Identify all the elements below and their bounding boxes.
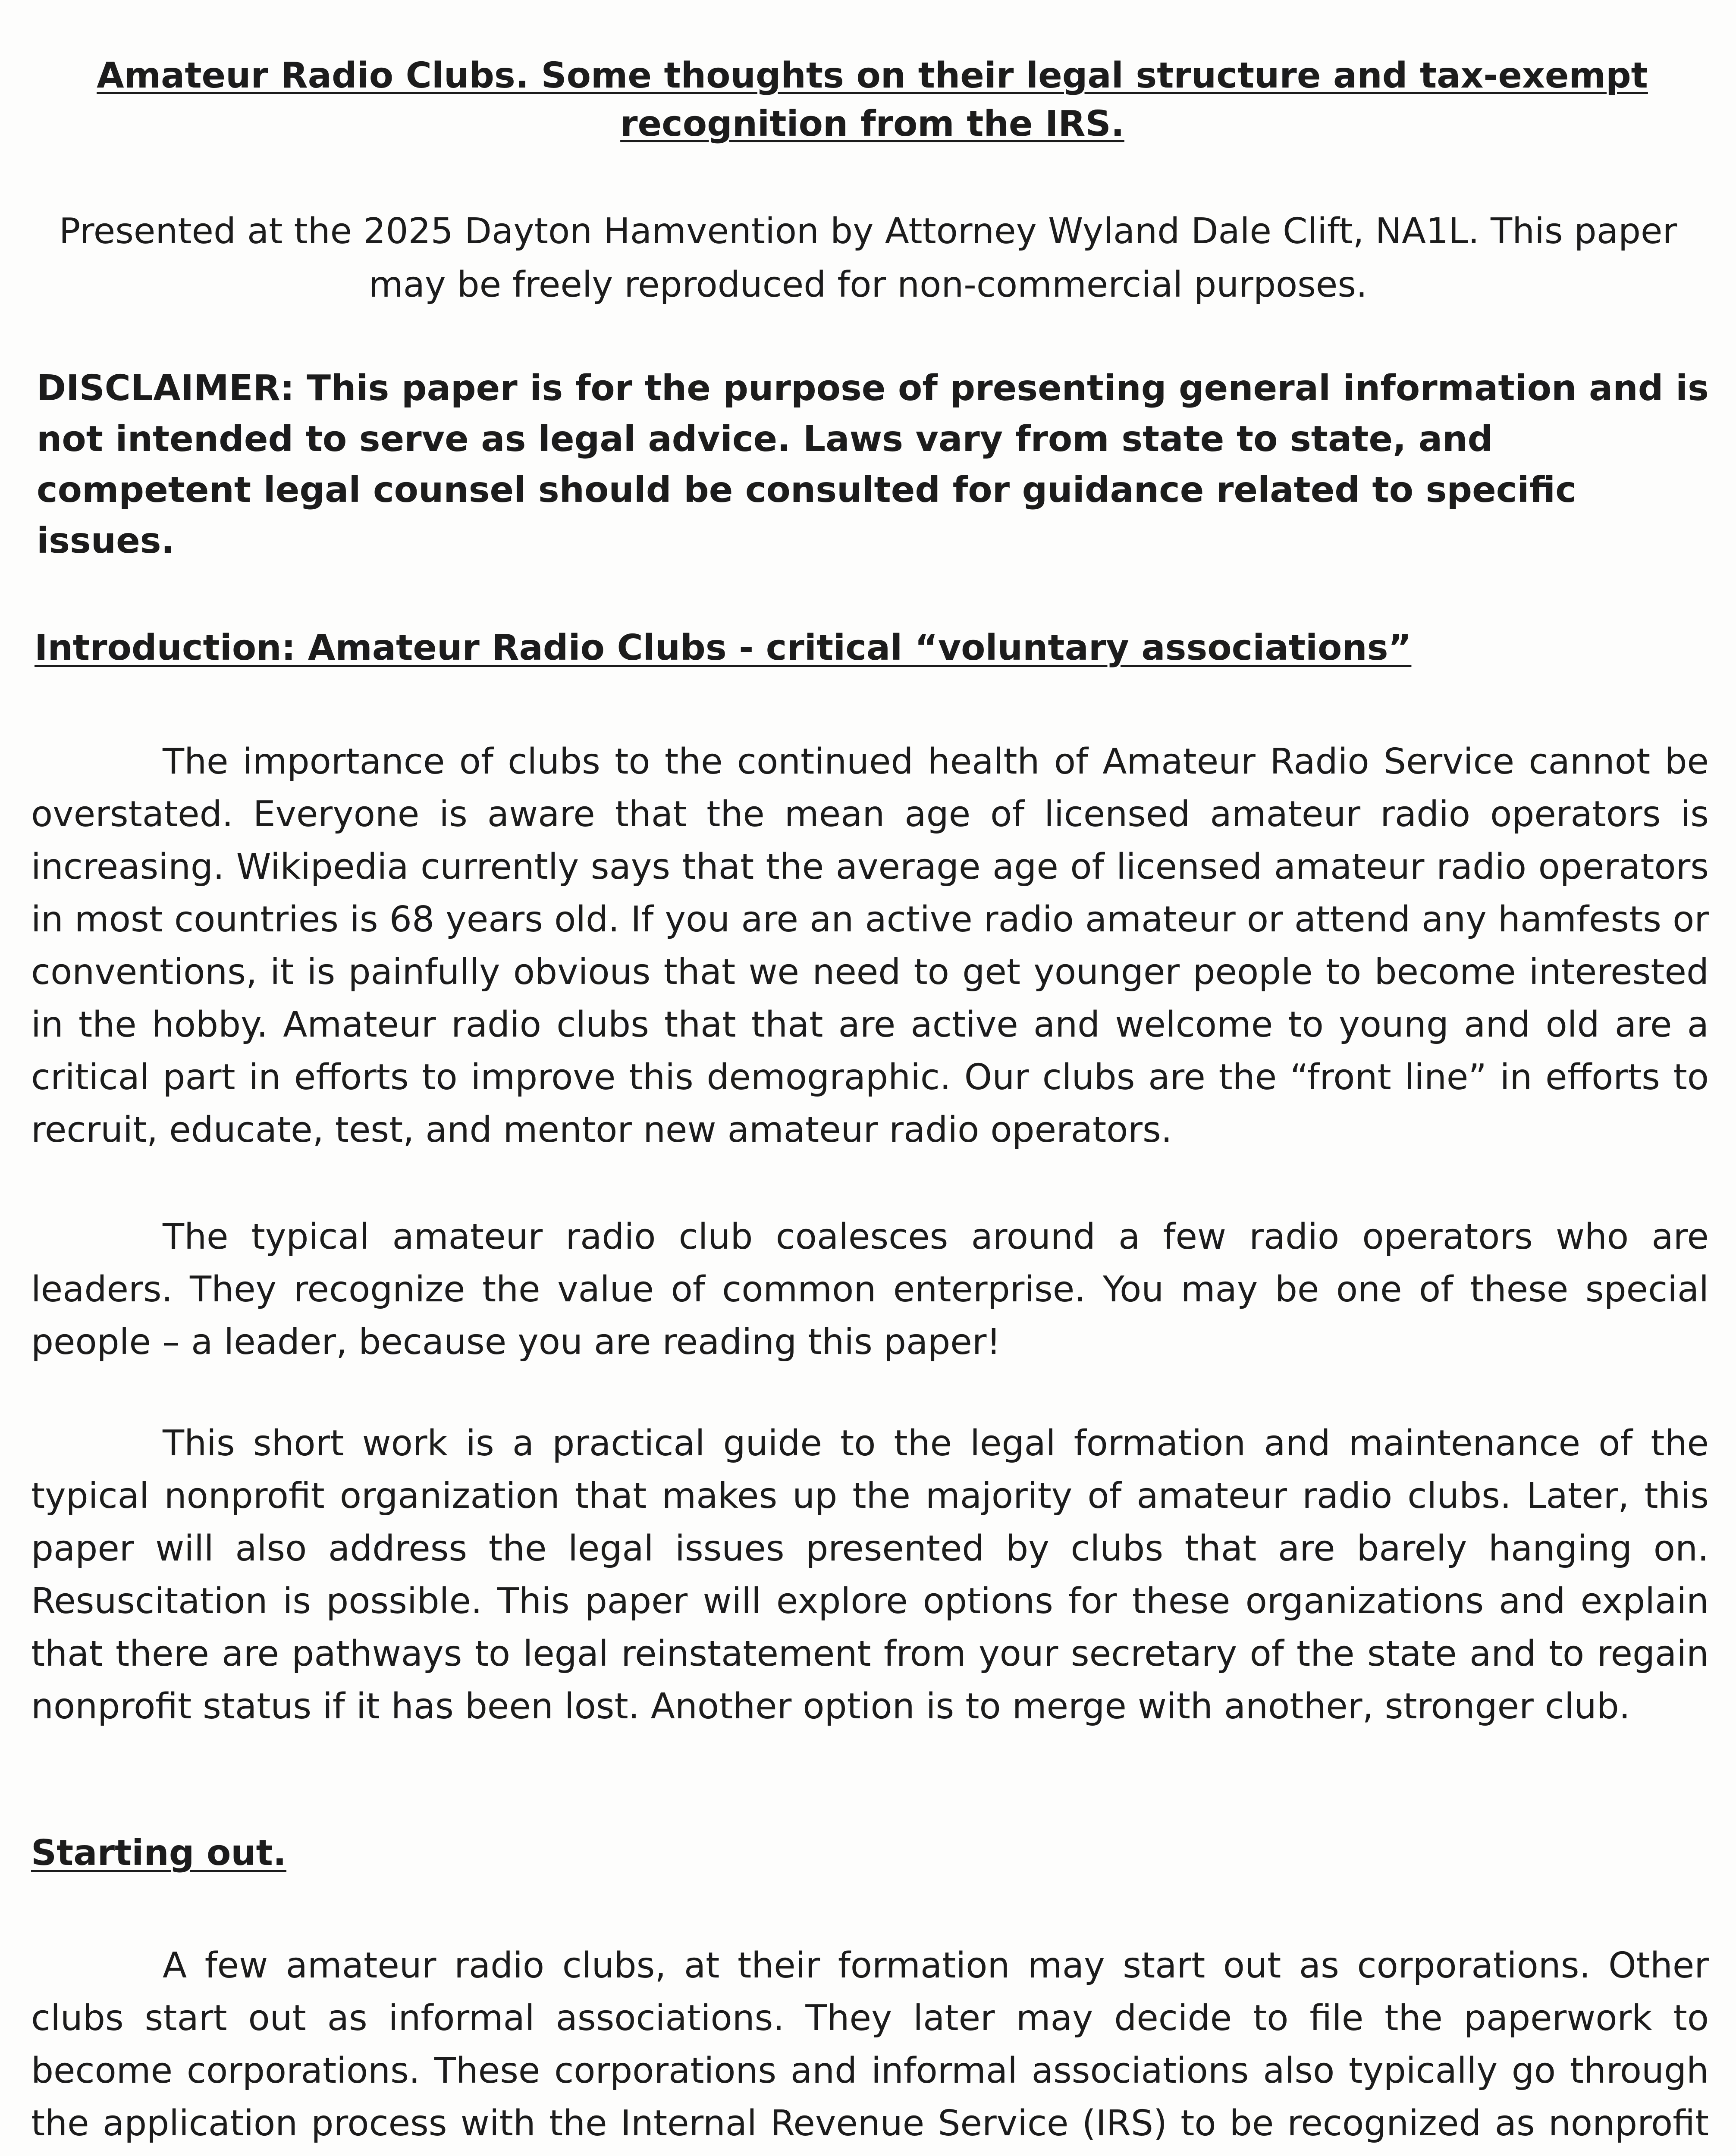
document-title: Amateur Radio Clubs. Some thoughts on their legal structure and tax-exempt recognition from the IRS. xyxy=(97,55,1648,144)
section-heading-introduction: Introduction: Amateur Radio Clubs - critical “voluntary associations” xyxy=(35,627,1412,668)
section-heading-starting-out: Starting out. xyxy=(31,1833,287,1874)
disclaimer: DISCLAIMER: This paper is for the purpose of presenting general information and is not intended to serve as legal advice. Laws vary from state to state, and competent legal counsel should be consulted for guidance related to specific issues. xyxy=(37,368,1709,561)
paragraph-intro-2: The typical amateur radio club coalesces around a few radio operators who are leaders. They recognize the value of common enterprise. You may be one of these special people – a leader, because you are reading this paper! xyxy=(31,1216,1709,1363)
presentation-note: Presented at the 2025 Dayton Hamvention by Attorney Wyland Dale Clift, NA1L. This paper may be freely reproduced for non-commercial purposes. xyxy=(59,211,1677,305)
paragraph-intro-3: This short work is a practical guide to the legal formation and maintenance of the typical nonprofit organization that makes up the majority of amateur radio clubs. Later, this paper will also address the legal issues presented by clubs that are barely hanging on. Resuscitation is possible. This paper will explore options for these organizations and explain that there are pathways to legal reinstatement from your secretary of the state and to regain nonprofit status if it has been lost. Another option is to merge with another, stronger club. xyxy=(31,1423,1709,1727)
paragraph-starting-out-1: A few amateur radio clubs, at their formation may start out as corporations. Other clubs start out as informal associations. They later may decide to file the paperwork to become corporations. These corporations and informal associations also typically go through the application process with the Internal Revenue Service (IRS) to be recognized as nonprofit xyxy=(31,1945,1709,2144)
paragraph-intro-1: The importance of clubs to the continued health of Amateur Radio Service cannot be overstated. Everyone is aware that the mean age of licensed amateur radio operators is increasing. Wikipedia currently says that the average age of licensed amateur radio operators in most countries is 68 years old. If you are an active radio amateur or attend any hamfests or conventions, it is painfully obvious that we need to get younger people to become interested in the hobby. Amateur radio clubs that that are active and welcome to young and old are a critical part in efforts to improve this demographic. Our clubs are the “front line” in efforts to recruit, educate, test, and mentor new amateur radio operators. xyxy=(31,741,1709,1150)
